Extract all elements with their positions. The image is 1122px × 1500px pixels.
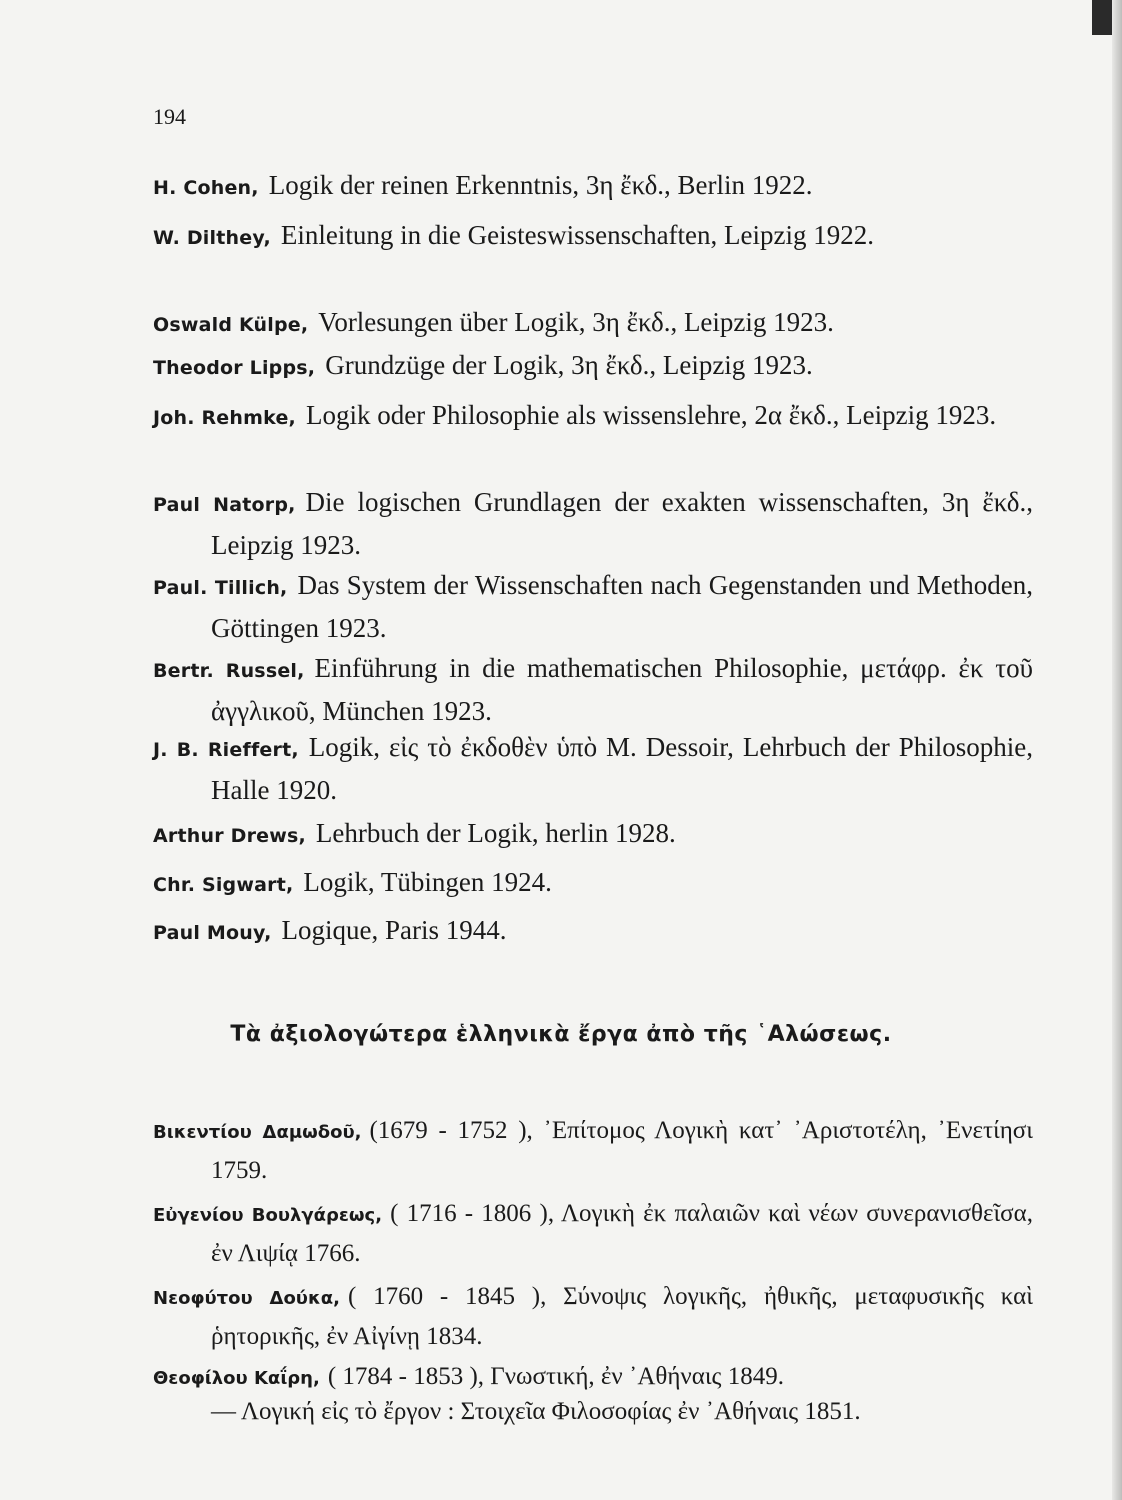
entry-author: Νεοφύτου Δούκα, xyxy=(153,1288,340,1309)
bibliography-entry xyxy=(153,727,1033,810)
entry-author: W. Dilthey, xyxy=(153,227,271,249)
entry-text: Logik, Tübingen 1924. xyxy=(303,867,552,897)
entry-text: Vorlesungen über Logik, 3η ἔκδ., Leipzig 1923. xyxy=(318,307,834,337)
entry-text: Einleitung in die Geisteswissenschaften, Leipzig 1922. xyxy=(280,220,874,250)
bibliography-entry xyxy=(153,302,1033,345)
continuation-line: — Λογική εἰς τὸ ἔργον : Στοιχεῖα Φιλοσοφίας ἐν ᾿Αθήναις 1851. xyxy=(211,1398,861,1425)
bibliography-entry xyxy=(153,862,1033,905)
entry-text: Grundzüge der Logik, 3η ἔκδ., Leipzig 1923. xyxy=(325,350,813,380)
bibliography-entry xyxy=(153,813,1033,856)
greek-bibliography-entry xyxy=(153,1112,1033,1190)
bibliography-entry xyxy=(153,345,1033,388)
entry-text: Logique, Paris 1944. xyxy=(281,915,507,945)
bibliography-entry xyxy=(153,395,1033,438)
page-number: 194 xyxy=(153,104,186,129)
entry-author: Arthur Drews, xyxy=(153,825,306,847)
entry-text: Logik der reinen Erkenntnis, 3η ἔκδ., Berlin 1922. xyxy=(268,170,813,200)
entry-text: Lehrbuch der Logik, herlin 1928. xyxy=(315,818,676,848)
entry-author: Joh. Rehmke, xyxy=(153,407,296,429)
bibliography-entry xyxy=(153,648,1033,731)
greek-bibliography-entry xyxy=(153,1195,1033,1273)
entry-text: ( 1760 - 1845 ), Σύνοψις λογικῆς, ἠθικῆς, μεταφυσικῆς καὶ ῥητορικῆς, ἐν Αἰγίνῃ 1834. xyxy=(211,1283,1033,1350)
entry-text: Logik, εἰς τὸ ἐκδοθὲν ὑπὸ M. Dessoir, Lehrbuch der Philosophie, Halle 1920. xyxy=(211,732,1033,805)
bibliography-entry xyxy=(153,482,1033,565)
entry-author: H. Cohen, xyxy=(153,177,259,199)
entry-author: Chr. Sigwart, xyxy=(153,874,294,896)
entry-author: Oswald Külpe, xyxy=(153,314,309,336)
entry-author: Θεοφίλου Καΐρη, xyxy=(153,1368,320,1389)
entry-text: Einführung in die mathematischen Philosophie, μετάφρ. ἐκ τοῦ ἀγγλικοῦ, München 1923. xyxy=(211,653,1033,726)
bibliography-entry xyxy=(153,565,1033,648)
entry-author: Βικεντίου Δαμωδοῦ, xyxy=(153,1122,362,1143)
entry-author: Paul. Tillich, xyxy=(153,577,288,599)
entry-author: Paul Natorp, xyxy=(153,494,296,516)
entry-author: Bertr. Russel, xyxy=(153,660,305,682)
greek-bibliography-entry xyxy=(153,1358,1033,1398)
entry-text: ( 1784 - 1853 ), Γνωστική, ἐν ᾿Αθήναις 1849. xyxy=(327,1363,784,1390)
bibliography-entry xyxy=(153,165,1033,208)
greek-bibliography-entry xyxy=(153,1278,1033,1356)
entry-text: Das System der Wissenschaften nach Gegenstanden und Methoden, Göttingen 1923. xyxy=(211,570,1033,643)
entry-author: J. B. Rieffert, xyxy=(153,739,299,761)
entry-text: Die logischen Grundlagen der exakten wissenschaften, 3η ἔκδ., Leipzig 1923. xyxy=(211,487,1033,560)
section-heading: Τὰ ἀξιολογώτερα ἑλληνικὰ ἔργα ἀπὸ τῆς ῾Αλώσεως. xyxy=(230,1022,892,1047)
bibliography-entry xyxy=(153,910,1033,953)
page-edge-shadow xyxy=(1112,0,1122,1500)
entry-author: Εὐγενίου Βουλγάρεως, xyxy=(153,1205,383,1226)
entry-text: (1679 - 1752 ), ᾿Επίτομος Λογικὴ κατ᾿ ᾿Αριστοτέλη, ᾿Ενετίησι 1759. xyxy=(211,1117,1033,1184)
bibliography-entry xyxy=(153,215,1033,258)
entry-text: ( 1716 - 1806 ), Λογικὴ ἐκ παλαιῶν καὶ νέων συνερανισθεῖσα, ἐν Λιψίᾳ 1766. xyxy=(211,1200,1033,1267)
entry-author: Paul Mouy, xyxy=(153,922,272,944)
entry-author: Theodor Lipps, xyxy=(153,357,316,379)
entry-text: Logik oder Philosophie als wissenslehre, 2α ἔκδ., Leipzig 1923. xyxy=(305,400,997,430)
